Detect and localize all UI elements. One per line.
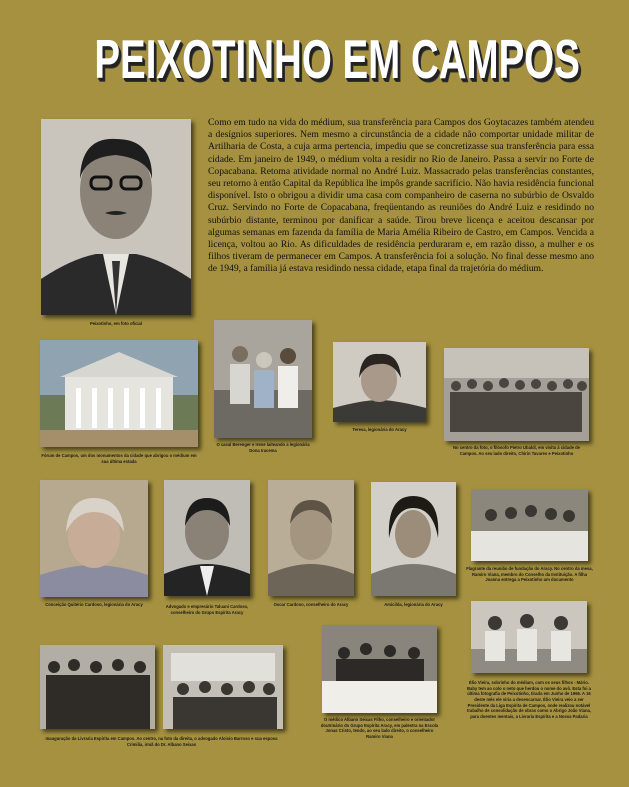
- albano-caption: O médico Albano Seixas Filho, conselheiro e orientador doutrinário do Grupo Espírita Aracy, em palestra na Escola Jonas Cristo, tendo, ao seu lado direito, o conselheiro Ramiro Viana: [320, 717, 439, 740]
- amicilda-photo: [371, 482, 456, 596]
- teresa-photo: [333, 342, 426, 422]
- inauguration-photo-left: [40, 645, 155, 729]
- forum-photo: [40, 340, 198, 447]
- group-photo: [444, 348, 589, 441]
- inauguration-caption: Inauguração da Livraria Espírita em Campos. Ao centro, na foto da direita, o advogado Aloisio Barroso e sua esposa Crimilia, irmã do Dr. Albano Seixas: [45, 736, 278, 747]
- meeting-caption: Flagrante da reunião de fundação do Aracy. No centro da mesa, Ramiro Viana, membro do Conselho da Instituição. A filha Joanna entrega a Peixotinho um documento: [466, 566, 593, 583]
- page-title: PEIXOTINHO EM CAMPOS: [94, 28, 580, 90]
- couple-photo: [214, 320, 312, 438]
- oscar-caption: Oscar Cardoso, conselheiro do Aracy: [273, 602, 349, 607]
- portrait-photo: [41, 119, 191, 315]
- meeting-photo: [471, 489, 588, 561]
- taluani-caption: Advogado e empresário Taluani Cardoso, conselheiro do Grupo Espírita Aracy: [165, 604, 249, 615]
- elio-caption: Élio Vieira, sobrinho do médium, com os seus filhos - Mário. Baby tem ao colo o neto que herdou o nome do avô. Esta foi a última fotografia de Peixotinho, tirada em Junho de 1966. A 16 deste mês ele viria a desencarnar. Élio Vieira veio a ser Presidente da Liga Espírita de Campos, onde realizou notável trabalho de consolidação de obras como o Abrigo João Viana, para doentes mentais, a Livraria Espírita e a Nossa Padaria: [466, 680, 592, 720]
- amicilda-caption: Amicilda, legionária do Aracy: [384, 602, 443, 607]
- elio-photo: [471, 601, 587, 673]
- albano-photo: [322, 625, 437, 713]
- oscar-photo: [268, 480, 354, 596]
- group-caption: No centro da foto, o filósofo Pietro Ubaldi, em visita à cidade de Campos. Ao seu lado direito, Chirin Tavares e Peixotinho: [452, 445, 581, 456]
- taluani-photo: [164, 480, 250, 596]
- conceicao-photo: [40, 480, 148, 597]
- body-paragraph: Como em tudo na vida do médium, sua transferência para Campos dos Goytacazes também atendeu a desígnios superiores. Nem mesmo a circunstância de a cidade não comportar unidade militar de Artilharia de Costa, a cuja arma pertencia, impediu que se concretizasse sua transferência para essa cidade. Em janeiro de 1949, o médium volta a residir no Rio de Janeiro. Passa a servir no Forte de Copacabana. Retoma atividade normal no André Luiz. Massacrado pelas transferências constantes, seu retorno à então Capital da República lhe impôs grande sacrifício. Não havia residência funcional disponível. Isto o obrigou a dividir uma casa com companheiro de caserna no subúrbio de Osvaldo Cruz. Servindo no Forte de Copacabana, freqüentando as reuniões do André Luiz e residindo no subúrbio distante, terminou por danificar a saúde. Tirou breve licença e aceitou descansar por algumas semanas em fazenda da família de Maria Amélia Ribeiro de Castro, em Campos. Vencida a licença, voltou ao Rio. As dificuldades de residência perduraram e, em razão disso, a mulher e os filhos tiveram de permanecer em Campos. A transferência foi a solução. No final desse mesmo ano de 1949, a família já estava residindo nessa cidade, etapa final da trajetória do médium.: [208, 117, 595, 275]
- couple-caption: O casal Berenger e Irene laiteando a legionária Dona Iracema: [216, 442, 310, 453]
- teresa-caption: Teresa, legionária do Aracy: [352, 427, 407, 432]
- forum-caption: Fórum de Campos, um dos monumentos da cidade que abrigou o médium em sua última estada: [41, 453, 197, 464]
- portrait-caption: Peixotinho, em foto oficial: [89, 321, 143, 326]
- conceicao-caption: Conceição Quitério Cardoso, legionária do Aracy: [45, 602, 143, 607]
- inauguration-photo-right: [163, 645, 283, 729]
